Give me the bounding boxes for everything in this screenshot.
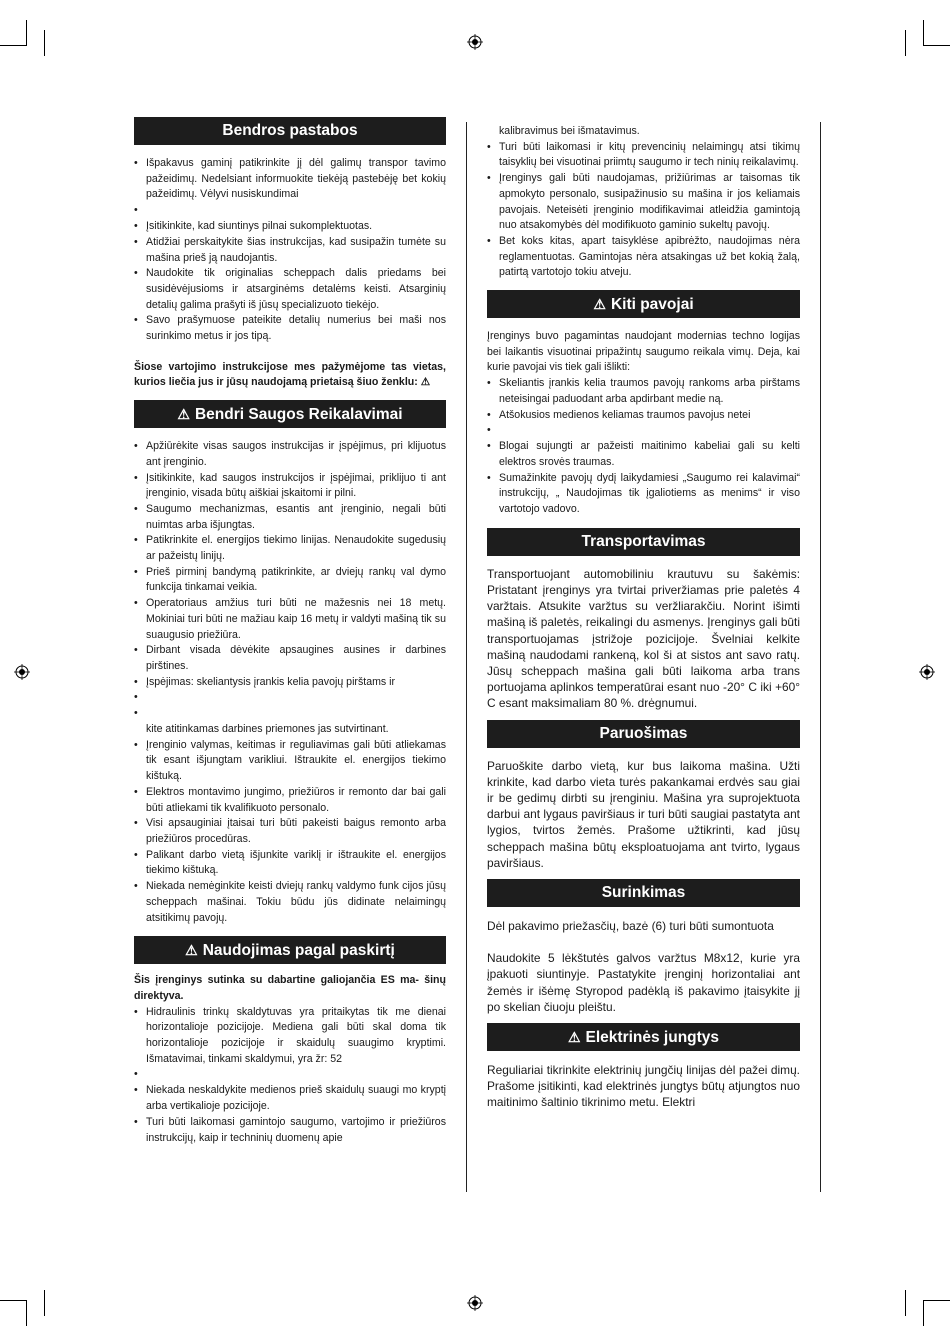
list-item: • Įrenginio valymas, keitimas ir reguliavimas gali būti atliekamas tik esant išjungtam varikliui. Ištraukite el. energijos tiekimo kištuką.: [134, 738, 446, 785]
registration-mark-icon: [919, 664, 935, 680]
paskirtis-list: [134, 1005, 446, 1147]
list-item: • Įrenginys gali būti naudojamas, prižiūrimas ar taisomas tik apmokyto personalo, susipažinusio su mašina ir jos keliamais pavojais. Neteisėti įrenginio modifikavimai atleidžia gamintoją nuo atsakomybės dėl modifikuoto gaminio sukeltų pavojų.: [487, 171, 800, 234]
surinkimas-text-2: Naudokite 5 lėkštutės galvos varžtus M8x12, kurie yra įpakuoti siuntinyje. Pastatykite įrenginį horizontaliai ant žemės ir išėmę Styropod padėklą iš pakavimo įtaisykite jį po skelian čiuoju pleištu.: [487, 951, 800, 1014]
list-item: • Niekada neskaldykite medienos prieš skaidulų suaugi mo kryptį arba vertikalioje pozicijoje.: [134, 1083, 446, 1114]
left-column: [134, 117, 446, 1146]
list-item: • Niekada nemėginkite keisti dviejų rankų valdymo funk cijos jūsų scheppach mašinai. Tokiu būdu jūs didinate nelaimingų atsitikimų pavojų.: [134, 879, 446, 926]
right-column: [487, 124, 800, 1111]
list-item: • Saugumo mechanizmas, esantis ant įrenginio, negali būti nuimtas arba išjungtas.: [134, 502, 446, 533]
list-item: • Įsitikinkite, kad siuntinys pilnai sukomplektuotas.: [134, 219, 446, 235]
list-item: • Patikrinkite el. energijos tiekimo linijas. Nenaudokite sugedusių ar pažeistų linijų.: [134, 533, 446, 564]
crop-mark: [44, 30, 45, 56]
list-item: • Įsitikinkite, kad saugos instrukcijos ir įspėjimai, priklijuo ti ant įrenginio, visada būtų aiškiai įskaitomi ir pilni.: [134, 471, 446, 502]
bendros-list: [134, 156, 446, 345]
section-heading-kiti: ⚠ Kiti pavojai: [487, 290, 800, 318]
crop-mark: [0, 45, 26, 46]
warning-icon: ⚠: [593, 296, 606, 313]
section-heading-elektra: ⚠ Elektrinės jungtys: [487, 1023, 800, 1051]
list-item: • Turi būti laikomasi ir kitų prevencinių nelaimingų atsi tikimų taisyklių bei visuotinai priimtų saugumo ir tech ninių reikalavimų.: [487, 140, 800, 171]
surinkimas-text-1: Dėl pakavimo priežasčių, bazė (6) turi būti sumontuota: [487, 919, 774, 934]
warning-icon: ⚠: [177, 406, 190, 423]
crop-mark: [26, 1300, 27, 1326]
list-item: • Dirbant visada dėvėkite apsaugines ausines ir darbines pirštines.: [134, 643, 446, 674]
list-item: • Atidžiai perskaitykite šias instrukcijas, kad susipažin tumėte su mašina prieš ją naudojantis.: [134, 235, 446, 266]
list-item: • Palikant darbo vietą išjunkite variklį ir ištraukite el. energijos tiekimo kištuką.: [134, 848, 446, 879]
list-item: • Skeliantis įrankis kelia traumos pavojų rankoms arba pirštams neteisingai paduodant arba apdirbant medie ną.: [487, 376, 800, 407]
list-item: • Naudokite tik originalias scheppach dalis priedams bei susidėvėjusioms ir atsarginėms detalėms keisti. Atsarginių detalių galima prašyti iš jūsų specializuoto tiekėjo.: [134, 266, 446, 313]
kiti-intro: Įrenginys buvo pagamintas naudojant modernias techno logijas bei laikantis visuotinai pripažintų saugumo reikala vimų. Deja, kai kurie pavojai vis tiek gali išlikti:: [487, 330, 800, 374]
kiti-list: [487, 376, 800, 518]
list-item: • Elektros montavimo jungimo, priežiūros ir remonto dar bai gali būti atliekami tik kvalifikuoto personalo.: [134, 785, 446, 816]
spacer: [487, 423, 800, 439]
crop-mark: [905, 30, 906, 56]
list-item: • Išpakavus gaminį patikrinkite jį dėl galimų transpor tavimo pažeidimų. Nedelsiant informuokite tiekėją pastebėję bet kokių pažeidimų. Vėlyvi nusiskundimai: [134, 156, 446, 203]
list-item: • Turi būti laikomasi gamintojo saugumo, vartojimo ir priežiūros instrukcijų, kaip ir techninių duomenų apie: [134, 1115, 446, 1146]
list-item: • Prieš pirminį bandymą patikrinkite, ar dviejų rankų val dymo funkcija tinkamai veikia.: [134, 565, 446, 596]
spacer: [134, 690, 446, 706]
paskirtis-list-2: [487, 140, 800, 281]
crop-mark: [26, 20, 27, 46]
warning-icon: ⚠: [567, 1029, 581, 1046]
crop-mark: [924, 1300, 950, 1301]
warning-icon: ⚠: [185, 942, 198, 959]
crop-mark: [905, 1290, 906, 1316]
list-item: • Bet koks kitas, apart taisyklėse apibrėžto, naudojimas nėra reglamentuotas. Gamintojas nėra atsakingas už bet kokią žalą, patirtą vartotojo tokiu atveju.: [487, 234, 800, 281]
list-item: • Hidraulinis trinkų skaldytuvas yra pritaikytas tik me dienai horizontalioje pozicijoje. Mediena gali būti skal doma tik horizontalioje pozicijoje ir skaidulų suaugimo kryptimi. Išmatavimai, tinkami skaldymui, yra žr: 52: [134, 1005, 446, 1068]
directive-intro: Šis įrenginys sutinka su dabartine galiojančia ES ma- šinų direktyva.: [134, 974, 446, 1002]
list-item: • Apžiūrėkite visas saugos instrukcijas ir įspėjimus, pri klijuotus ant įrenginio.: [134, 439, 446, 470]
list-item-continuation: kite atitinkamas darbines priemones jas sutvirtinant.: [146, 723, 389, 736]
elektra-text: Reguliariai tikrinkite elektrinių jungčių linijas dėl pažei dimų. Prašome įsitikinti, kad elektrinės jungtys būtų atjungtos nuo maitinimo šaltinio tikrinimo metu. Elektri: [487, 1063, 800, 1110]
section-heading-transport: Transportavimas: [487, 528, 800, 556]
warning-note: Šiose vartojimo instrukcijose mes pažymėjome tas vietas, kurios liečia jus ir jūsų naudojamą prietaisą šiuo ženklu: ⚠: [134, 360, 446, 389]
section-heading-bendros: Bendros pastabos: [134, 117, 446, 145]
list-item: • Visi apsauginiai įtaisai turi būti pakeisti baigus remonto arba priežiūros procedūras.: [134, 816, 446, 847]
section-heading-paruosimas: Paruošimas: [487, 720, 800, 748]
list-item: • Savo prašymuose pateikite detalių numerius bei maši nos surinkimo metus ir jos tipą.: [134, 313, 446, 344]
spacer: [134, 1067, 446, 1083]
section-heading-surinkimas: Surinkimas: [487, 879, 800, 907]
section-heading-saugos: ⚠ Bendri Saugos Reikalavimai: [134, 400, 446, 428]
saugos-list: [134, 439, 446, 926]
column-divider: [466, 122, 467, 1192]
paruosimas-text: Paruoškite darbo vietą, kur bus laikoma mašina. Užti krinkite, kad darbo vieta turės pakankamai erdvės sau giai ir be gedimų dirbti su įrenginiu. Mašina yra suprojektuota darbui ant lygaus paviršiaus ir turi būti saugiai pastatyta ant lygios, tvirtos žemės. Prašome užtikrinti, kad jūsų scheppach mašina būtų eksploatuojama ant tvirto, lygaus paviršiaus.: [487, 758, 800, 870]
spacer: [134, 203, 446, 219]
list-item: • Atšokusios medienos keliamas traumos pavojus netei: [487, 408, 800, 424]
crop-mark: [44, 1290, 45, 1316]
registration-mark-icon: [467, 1295, 483, 1311]
column-divider: [820, 122, 821, 1192]
list-item: [134, 706, 446, 722]
crop-mark: [923, 1300, 924, 1326]
crop-mark: [924, 45, 950, 46]
list-item-continuation: kalibravimus bei išmatavimus.: [499, 125, 640, 137]
crop-mark: [0, 1300, 26, 1301]
transport-text: Transportuojant automobiliniu krautuvu su šakėmis: Pristatant įrenginys yra tvirtai priveržiamas prie paletės 4 varžtais. Atsukite varžtus su veržliarakčiu. Norint išimti mašiną iš paletės, reikalingi du asmenys. Įrenginys gali būti transportuojamas įstrižoje pozicijoje. Švelniai kelkite mašiną naudodami rankeną, kol ši at sistos ant savo ratų. Jūsų scheppach mašina gali būti laikoma arba trans portuojama aplinkos temperatūrai esant nuo -20° C iki +60° C esant maksimaliam 80 %. drėgnumui.: [487, 566, 800, 711]
list-item: • Sumažinkite pavojų dydį laikydamiesi „Saugumo rei kalavimai“ instrukcijų, „ Naudojimas tik įgaliotiems as menims“ ir viso vartotojo vadovo.: [487, 471, 800, 518]
list-item: • Įspėjimas: skeliantysis įrankis kelia pavojų pirštams ir: [134, 675, 446, 691]
section-heading-paskirtis: ⚠ Naudojimas pagal paskirtį: [134, 936, 446, 964]
registration-mark-icon: [14, 664, 30, 680]
list-item: • Operatoriaus amžius turi būti ne mažesnis nei 18 metų. Mokiniai turi būti ne mažiau kaip 16 metų ir valdyti mašiną tik su suaugusio priežiūra.: [134, 596, 446, 643]
registration-mark-icon: [467, 34, 483, 50]
list-item: • Blogai sujungti ar pažeisti maitinimo kabeliai gali su kelti elektros srovės traumas.: [487, 439, 800, 470]
crop-mark: [923, 20, 924, 46]
